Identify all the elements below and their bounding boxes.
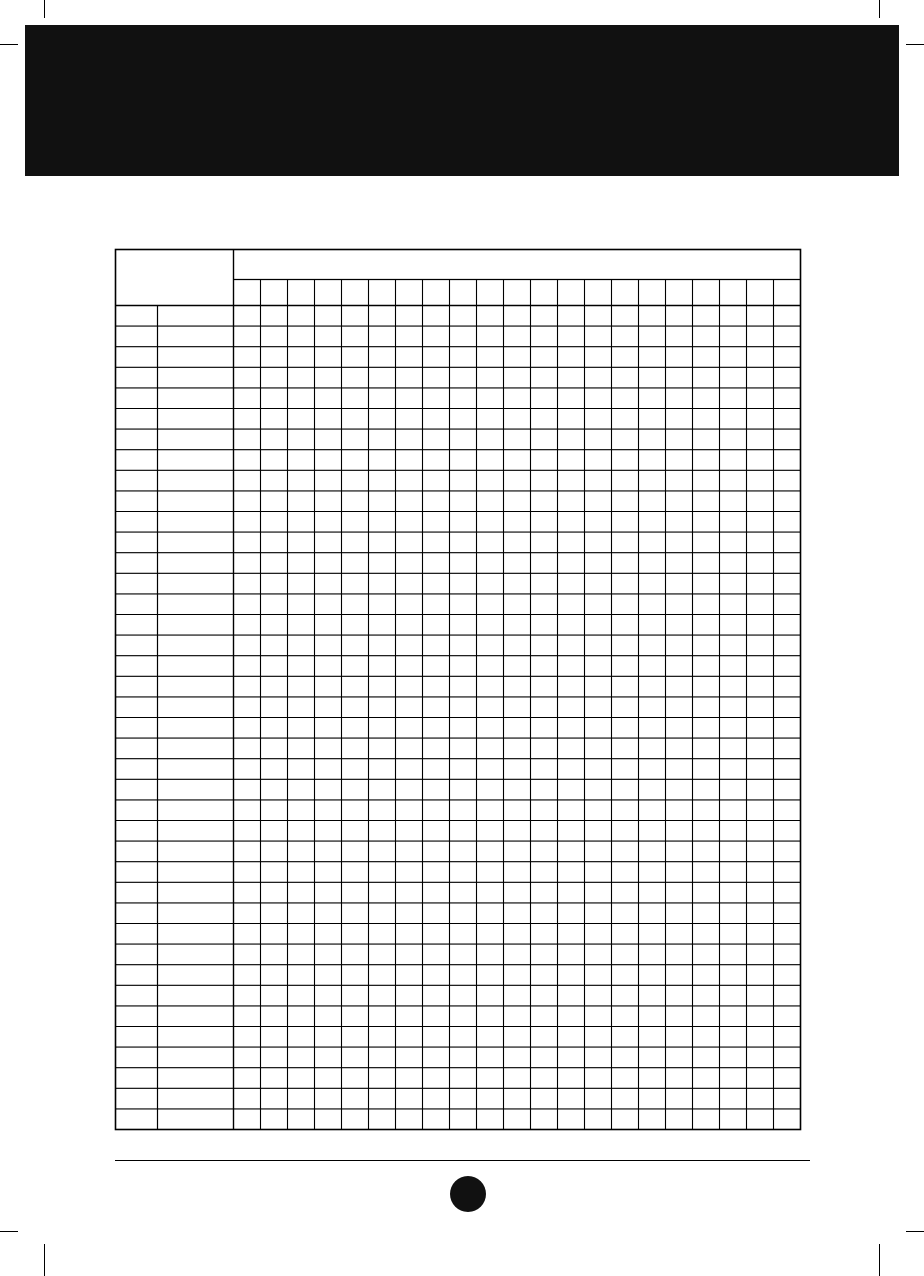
footer-rule xyxy=(115,1160,810,1161)
crop-mark-bottom-right-h xyxy=(906,1231,924,1232)
page-number-badge xyxy=(450,1176,486,1212)
crop-mark-top-left-v xyxy=(44,0,45,18)
crop-mark-bottom-left-h xyxy=(0,1231,18,1232)
grid-table xyxy=(115,249,801,1130)
grid-table-svg xyxy=(115,249,801,1130)
header-band xyxy=(25,25,899,176)
crop-mark-top-right-h xyxy=(906,44,924,45)
grid-outer-border xyxy=(116,250,801,1130)
crop-mark-bottom-left-v xyxy=(44,1244,45,1276)
crop-mark-bottom-right-v xyxy=(879,1244,880,1276)
crop-mark-top-left-h xyxy=(0,44,18,45)
crop-mark-top-right-v xyxy=(879,0,880,18)
